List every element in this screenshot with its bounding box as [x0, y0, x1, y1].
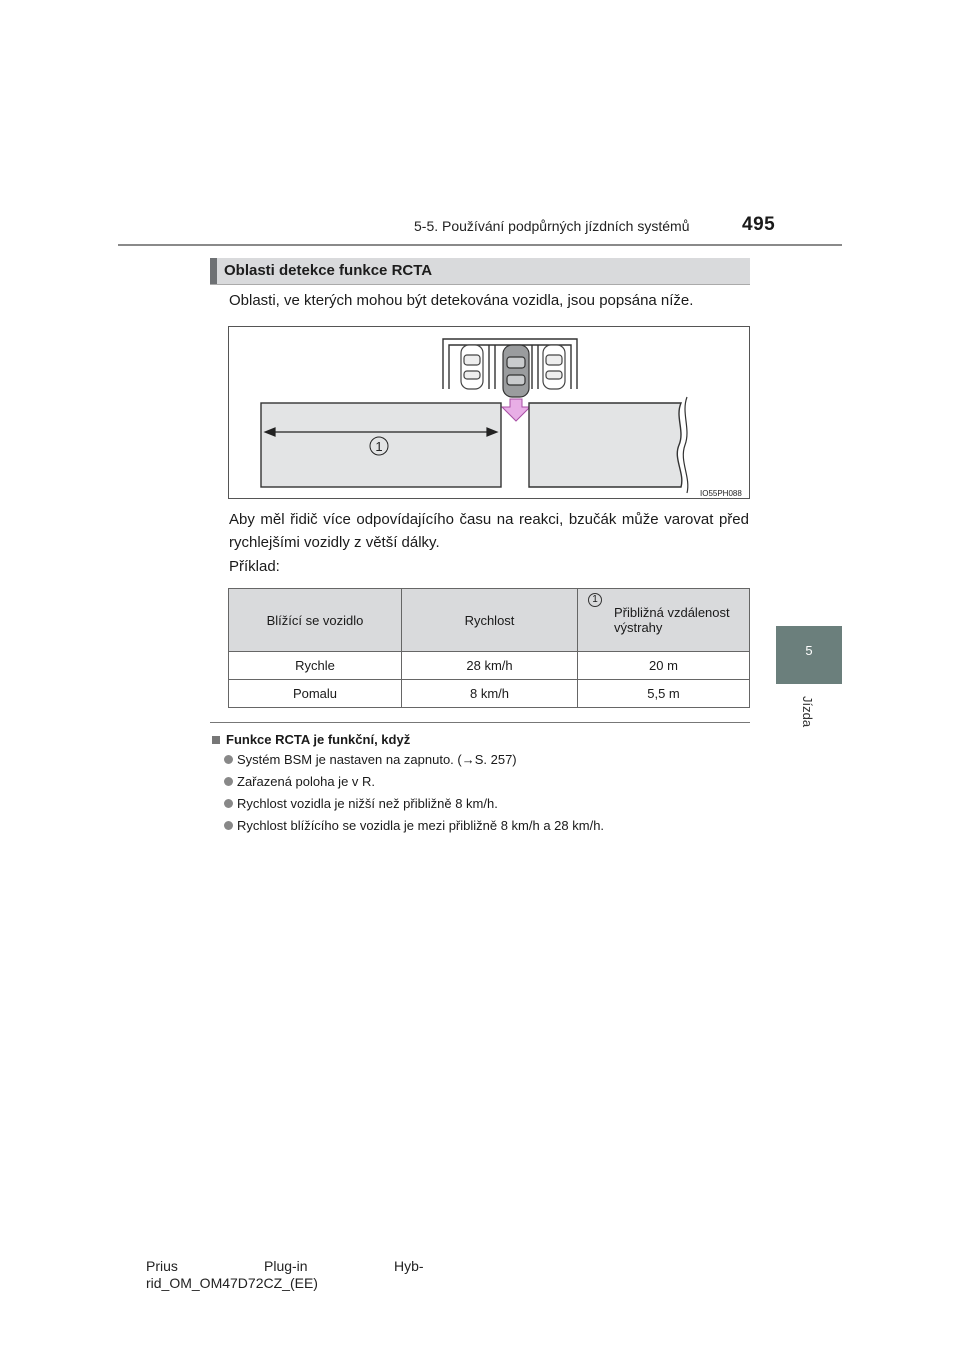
figure-code: IO55PH088	[700, 489, 742, 498]
bullet-icon	[224, 755, 233, 764]
table-cell: 28 km/h	[402, 652, 578, 680]
header-rule	[118, 244, 842, 246]
footer-doc-code: rid_OM_OM47D72CZ_(EE)	[146, 1275, 318, 1291]
bullet-icon	[224, 821, 233, 830]
detection-area-illustration	[229, 327, 749, 498]
break-line	[683, 397, 688, 493]
table-cell: 20 m	[578, 652, 750, 680]
list-item	[224, 752, 517, 767]
detection-area-figure	[228, 326, 750, 499]
conditions-title	[212, 732, 410, 747]
table-header-speed: Rychlost	[402, 589, 578, 652]
table-header-row	[229, 589, 750, 652]
chapter-number: 5	[805, 643, 813, 658]
section-title-bar	[210, 258, 750, 285]
list-item-text: Rychlost vozidla je nižší než přibližně 8 km/h.	[237, 796, 498, 811]
callout-1	[370, 437, 388, 455]
square-bullet-icon	[212, 736, 220, 744]
list-item	[224, 818, 604, 833]
parked-car-right	[543, 345, 565, 389]
callout-1-text: 1	[375, 439, 383, 454]
example-label: Příklad:	[229, 558, 280, 575]
table-header-vehicle: Blížící se vozidlo	[229, 589, 402, 652]
list-item-text: Rychlost blížícího se vozidla je mezi přibližně 8 km/h a 28 km/h.	[237, 818, 605, 833]
list-item-text: Zařazená poloha je v R.	[237, 774, 376, 789]
table-cell: Pomalu	[229, 680, 402, 708]
table-cell: 8 km/h	[402, 680, 578, 708]
table-cell: Rychle	[229, 652, 402, 680]
page-footer	[146, 1258, 424, 1292]
reversing-car	[503, 345, 529, 397]
section-title-stripe	[210, 258, 217, 284]
table-header-distance	[578, 589, 750, 652]
reaction-time-paragraph: Aby měl řidič více odpovídajícího času na reakci, bzučák může varovat před rychlejšími vozidly z větší dálky.	[229, 511, 749, 551]
page-number: 495	[742, 214, 776, 235]
list-item-text: Systém BSM je nastaven na zapnuto. (→S. 257)	[237, 752, 517, 767]
detection-zone-right	[529, 403, 682, 487]
chapter-label: Jízda	[800, 696, 815, 728]
parked-car-left	[461, 345, 483, 389]
reverse-arrow	[502, 399, 530, 421]
list-item	[224, 796, 498, 811]
table-cell: 5,5 m	[578, 680, 750, 708]
table-callout-1: 1	[588, 593, 602, 607]
conditions-divider	[210, 722, 750, 723]
intro-text: Oblasti, ve kterých mohou být detekována vozidla, jsou popsána níže.	[229, 292, 694, 309]
warning-distance-table	[228, 588, 750, 708]
chapter-label-box	[776, 690, 842, 770]
footer-type: Hyb-	[394, 1258, 424, 1274]
running-header-section: 5-5. Používání podpůrných jízdních systémů	[414, 218, 690, 234]
section-title: Oblasti detekce funkce RCTA	[224, 262, 433, 279]
bullet-icon	[224, 799, 233, 808]
footer-model: Prius	[146, 1258, 178, 1274]
bullet-icon	[224, 777, 233, 786]
chapter-tab	[776, 626, 842, 684]
table-row	[229, 652, 750, 680]
table-header-distance-label: Přibližná vzdálenost výstrahy	[614, 605, 730, 635]
footer-variant: Plug-in	[264, 1258, 308, 1274]
list-item	[224, 774, 375, 789]
conditions-title-text: Funkce RCTA je funkční, když	[226, 732, 411, 747]
table-row	[229, 680, 750, 708]
